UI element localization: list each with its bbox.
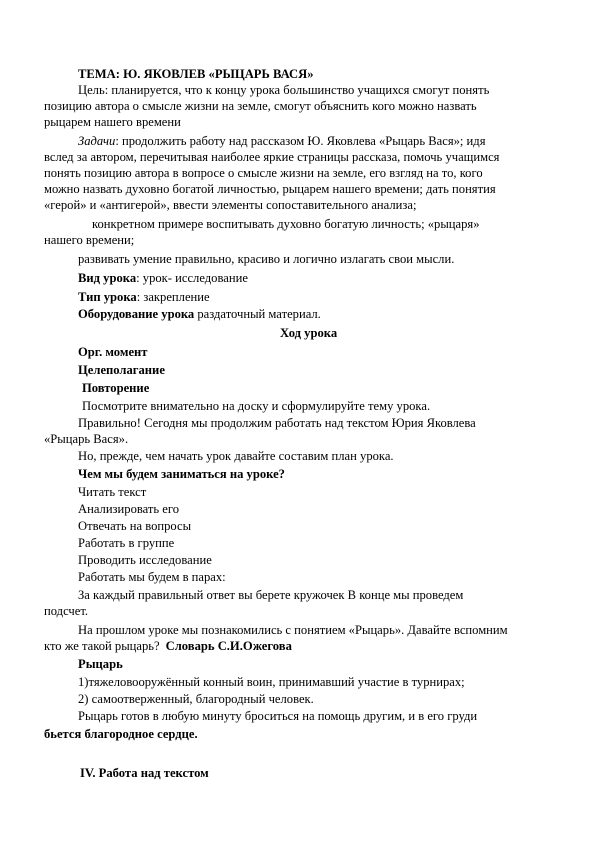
previous-lesson-line: На прошлом уроке мы познакомились с понятием «Рыцарь». Давайте вспомним xyxy=(78,623,508,637)
lesson-type-value: : урок- исследование xyxy=(136,271,248,285)
plan-item: Работать мы будем в парах: xyxy=(78,570,226,584)
section-iv-heading: IV. Работа над текстом xyxy=(80,766,209,780)
definition-line: 2) самоотверженный, благородный человек. xyxy=(78,692,314,706)
tasks-line: развивать умение правильно, красиво и логично излагать свои мысли. xyxy=(78,252,455,266)
body-line: Но, прежде, чем начать урок давайте составим план урока. xyxy=(78,449,394,463)
body-line: Правильно! Сегодня мы продолжим работать над текстом Юрия Яковлева xyxy=(78,416,476,430)
tasks-line: «герой» и «антигерой», ввести элементы сопоставительного анализа; xyxy=(44,198,417,212)
tasks-line: понять позицию автора в вопросе о смысле жизни на земле, его взгляд на то, кого xyxy=(44,166,483,180)
knight-heading: Рыцарь xyxy=(78,657,123,671)
lesson-type-label: Вид урока xyxy=(78,271,137,285)
body-line: «Рыцарь Вася». xyxy=(44,432,129,446)
previous-lesson-text: кто же такой рыцарь? xyxy=(44,639,160,653)
goal-line: Цель: планируется, что к концу урока большинство учащихся смогут понять xyxy=(78,83,490,97)
goal-line: позицию автора о смысле жизни на земле, смогут объяснить кого можно назвать xyxy=(44,99,477,113)
tasks-line: можно назвать духовно богатой личностью, рыцарем нашего времени; дать понятия xyxy=(44,182,496,196)
org-moment-heading: Орг. момент xyxy=(78,345,148,359)
scoring-line: За каждый правильный ответ вы берете кружочек В конце мы проведем xyxy=(78,588,464,602)
goal-line: рыцарем нашего времени xyxy=(44,115,181,129)
dictionary-label: Словарь С.И.Ожегова xyxy=(165,639,292,653)
tasks-line xyxy=(78,133,486,149)
tasks-line: вслед за автором, перечитывая наиболее яркие страницы рассказа, помочь учащимся xyxy=(44,150,500,164)
lesson-kind xyxy=(78,289,210,305)
scoring-line: подсчет. xyxy=(44,604,89,618)
knight-text: Рыцарь готов в любую минуту броситься на помощь другим, и в его груди xyxy=(78,709,478,723)
document-title: ТЕМА: Ю. ЯКОВЛЕВ «РЫЦАРЬ ВАСЯ» xyxy=(78,67,314,81)
knight-text-bold: бьется благородное сердце. xyxy=(44,727,198,741)
goal-setting-heading: Целеполагание xyxy=(78,363,165,377)
repetition-heading: Повторение xyxy=(82,381,150,395)
tasks-label: Задачи xyxy=(78,134,116,148)
plan-item: Читать текст xyxy=(78,485,147,499)
plan-item: Проводить исследование xyxy=(78,553,212,567)
lesson-type xyxy=(78,270,248,286)
lesson-kind-value: : закрепление xyxy=(136,290,210,304)
plan-item: Отвечать на вопросы xyxy=(78,519,192,533)
plan-item: Работать в группе xyxy=(78,536,175,550)
plan-item: Анализировать его xyxy=(78,502,180,516)
definition-line: 1)тяжеловооружённый конный воин, принимавший участие в турнирах; xyxy=(78,675,465,689)
tasks-line: конкретном примере воспитывать духовно богатую личность; «рыцаря» xyxy=(92,217,480,231)
tasks-text: : продолжить работу над рассказом Ю. Яковлева «Рыцарь Вася»; идя xyxy=(115,134,486,148)
plan-question: Чем мы будем заниматься на уроке? xyxy=(78,467,285,481)
equipment-label: Оборудование урока xyxy=(78,307,195,321)
previous-lesson-line xyxy=(44,638,292,654)
tasks-line: нашего времени; xyxy=(44,233,135,247)
lesson-kind-label: Тип урока xyxy=(78,290,137,304)
course-heading: Ход урока xyxy=(280,326,338,340)
equipment-value: раздаточный материал. xyxy=(194,307,321,321)
body-line: Посмотрите внимательно на доску и сформулируйте тему урока. xyxy=(82,399,431,413)
equipment xyxy=(78,306,321,322)
